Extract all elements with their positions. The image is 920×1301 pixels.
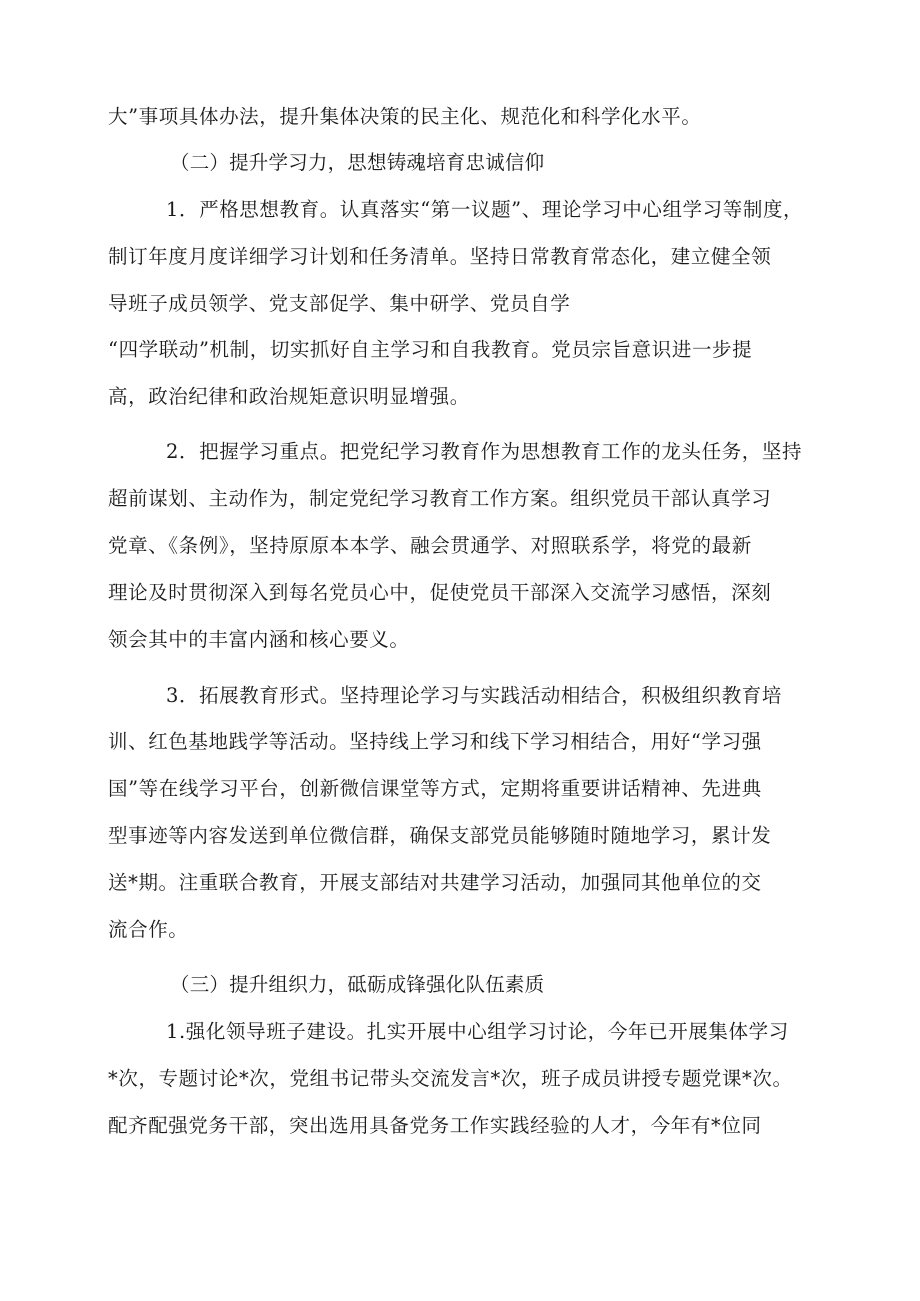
- paragraph-line: 高，政治纪律和政治规矩意识明显增强。: [108, 385, 470, 408]
- paragraph-line: 导班子成员领学、党支部促学、集中研学、党员自学: [108, 292, 571, 315]
- paragraph-line: 2．把握学习重点。把党纪学习教育作为思想教育工作的龙头任务，坚持: [166, 440, 803, 463]
- paragraph-line: 训、红色基地践学等活动。坚持线上学习和线下学习相结合，用好“学习强: [108, 730, 762, 753]
- paragraph-line: 送*期。注重联合教育，开展支部结对共建学习活动，加强同其他单位的交: [108, 871, 762, 894]
- paragraph-line: 型事迹等内容发送到单位微信群，确保支部党员能够随时随地学习，累计发: [108, 824, 772, 847]
- paragraph-line: 1.强化领导班子建设。扎实开展中心组学习讨论，今年已开展集体学习: [166, 1020, 789, 1043]
- paragraph-line: 1．严格思想教育。认真落实“第一议题”、理论学习中心组学习等制度，: [166, 198, 804, 221]
- section-heading: （二）提升学习力，思想铸魂培育忠诚信仰: [170, 151, 545, 174]
- paragraph-line: 领会其中的丰富内涵和核心要义。: [108, 628, 410, 651]
- paragraph-line: 理论及时贯彻深入到每名党员心中，促使党员干部深入交流学习感悟，深刻: [108, 581, 772, 604]
- paragraph-line: *次，专题讨论*次，党组书记带头交流发言*次，班子成员讲授专题党课*次。: [108, 1067, 793, 1090]
- paragraph-line: 流合作。: [108, 918, 189, 941]
- paragraph-line: 超前谋划、主动作为，制定党纪学习教育工作方案。组织党员干部认真学习: [108, 487, 772, 510]
- paragraph-line: 配齐配强党务干部，突出选用具备党务工作实践经验的人才，今年有*位同: [108, 1114, 762, 1137]
- paragraph-line: 3．拓展教育形式。坚持理论学习与实践活动相结合，积极组织教育培: [166, 684, 783, 707]
- paragraph-line: 国”等在线学习平台，创新微信课堂等方式，定期将重要讲话精神、先进典: [108, 777, 762, 800]
- paragraph-line: 制订年度月度详细学习计划和任务清单。坚持日常教育常态化，建立健全领: [108, 245, 772, 268]
- paragraph-line: “四学联动”机制，切实抓好自主学习和自我教育。党员宗旨意识进一步提: [108, 338, 753, 361]
- paragraph-line: 党章、《条例》，坚持原原本本学、融会贯通学、对照联系学，将党的最新: [108, 534, 752, 557]
- section-heading: （三）提升组织力，砥砺成锋强化队伍素质: [170, 973, 545, 996]
- text-line: 大”事项具体办法，提升集体决策的民主化、规范化和科学化水平。: [108, 105, 702, 128]
